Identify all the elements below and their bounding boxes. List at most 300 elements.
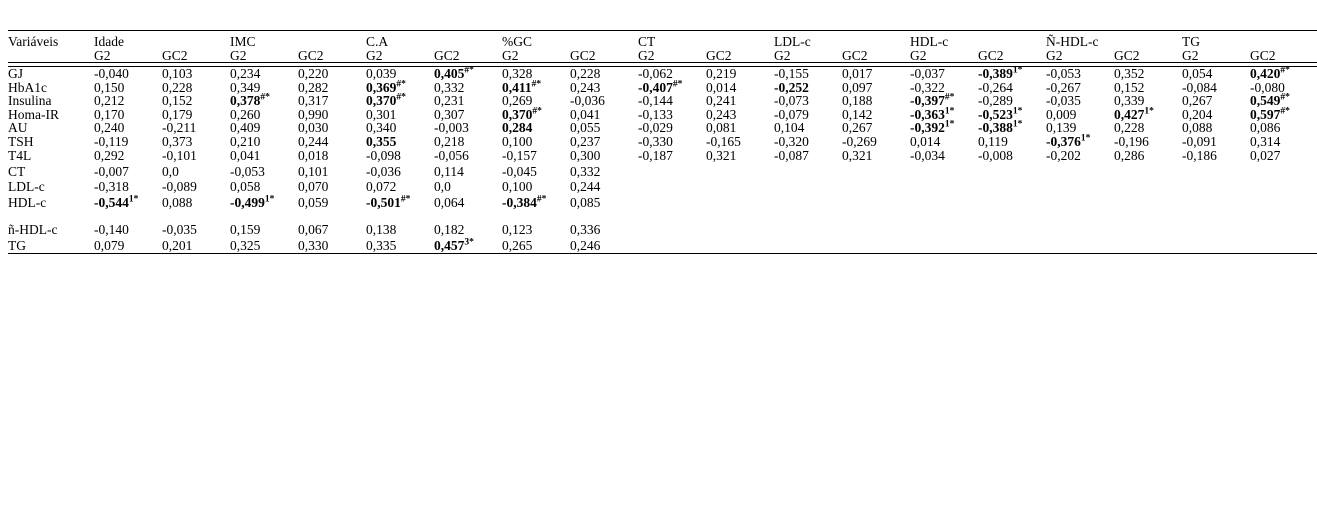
table-cell	[638, 148, 706, 164]
table-cell	[1114, 222, 1182, 238]
table-cell	[570, 179, 638, 195]
header-group-ca: C.A	[366, 34, 389, 49]
table-cell	[502, 108, 570, 122]
cell-value: 0,378	[230, 93, 261, 108]
header-group-nhdlc: Ñ-HDL-c	[1046, 34, 1099, 49]
cell-value: 0,355	[366, 133, 397, 149]
table-cell	[774, 135, 842, 149]
cell-value: 0,119	[978, 133, 1008, 149]
cell-value: 0,218	[434, 133, 465, 149]
table-cell	[298, 164, 366, 180]
cell-value: -0,544	[94, 194, 129, 210]
cell-significance-marker: #*	[260, 92, 270, 103]
table-cell	[1182, 195, 1250, 211]
table-cell	[774, 222, 842, 238]
cell-value: 0,234	[230, 66, 261, 81]
cell-value: 0,292	[94, 148, 125, 163]
table-cell	[1114, 108, 1182, 122]
cell-significance-marker: 1*	[1012, 106, 1023, 116]
header-sub-imc-gc2: GC2	[298, 47, 324, 63]
header-sub-tg-g2: G2	[1182, 47, 1199, 63]
table-bottom-rule	[8, 254, 1317, 259]
cell-value: -0,407	[638, 79, 673, 95]
table-cell	[366, 94, 434, 108]
table-cell	[638, 121, 706, 135]
cell-value: 0,0	[434, 179, 451, 194]
table-cell	[706, 238, 774, 254]
cell-value: 0,260	[230, 106, 261, 122]
table-cell	[1046, 179, 1114, 195]
table-cell	[774, 108, 842, 122]
cell-significance-marker: #*	[944, 92, 955, 103]
table-row	[8, 135, 1317, 149]
table-cell	[978, 164, 1046, 180]
cell-value: 0,064	[434, 194, 465, 210]
cell-value: 0,039	[366, 66, 397, 81]
table-cell	[570, 238, 638, 254]
table-cell	[298, 195, 366, 211]
table-cell	[1182, 164, 1250, 180]
cell-significance-marker: #*	[396, 92, 406, 103]
cell-value: -0,036	[570, 93, 605, 108]
table-cell	[1250, 195, 1317, 211]
cell-value: -0,384	[502, 194, 537, 210]
cell-value: 0,081	[706, 120, 737, 135]
table-cell	[298, 179, 366, 195]
header-sub-ca-gc2: GC2	[434, 47, 460, 63]
cell-value: -0,053	[230, 163, 265, 179]
table-cell	[298, 94, 366, 108]
table-row	[8, 67, 1317, 81]
table-cell	[706, 164, 774, 180]
cell-value: -0,157	[502, 148, 537, 163]
table-body	[8, 67, 1317, 254]
table-cell	[570, 195, 638, 211]
cell-value: 0,100	[502, 179, 533, 194]
cell-value: -0,062	[638, 66, 673, 81]
header-group-idade: Idade	[94, 34, 124, 49]
cell-value: 0,284	[502, 120, 533, 135]
table-cell	[1114, 121, 1182, 135]
table-cell	[1046, 164, 1114, 180]
header-group-hdlc: HDL-c	[910, 34, 949, 49]
table-cell	[910, 148, 978, 164]
header-sub-row	[8, 49, 1317, 63]
table-cell	[1182, 222, 1250, 238]
cell-value: 0,373	[162, 133, 193, 149]
cell-value: -0,079	[774, 106, 809, 122]
table-cell	[94, 81, 162, 95]
table-cell	[774, 195, 842, 211]
header-sub-ct-g2: G2	[638, 47, 655, 63]
table-cell	[230, 108, 298, 122]
table-cell	[1046, 148, 1114, 164]
table-cell	[502, 164, 570, 180]
table-cell	[366, 179, 434, 195]
table-cell	[910, 67, 978, 81]
cell-value: 0,267	[1182, 93, 1213, 108]
table-cell	[1250, 135, 1317, 149]
cell-value: 0,246	[570, 237, 601, 253]
table-cell	[230, 164, 298, 180]
cell-value: 0,352	[1114, 66, 1145, 81]
table-cell	[1250, 179, 1317, 195]
cell-value: 0,059	[298, 194, 329, 210]
row-label: Insulina	[8, 93, 52, 108]
table-cell	[162, 108, 230, 122]
table-cell	[1114, 148, 1182, 164]
cell-significance-marker: #*	[531, 79, 542, 89]
cell-value: 0,409	[230, 120, 261, 135]
cell-value: 0,340	[366, 120, 397, 135]
table-cell	[842, 108, 910, 122]
table-row	[8, 179, 1317, 195]
table-cell	[434, 81, 502, 95]
cell-value: -0,267	[1046, 79, 1081, 95]
table-cell	[434, 195, 502, 211]
row-spacer	[8, 210, 1317, 222]
cell-value: 0,152	[1114, 79, 1145, 95]
cell-value: -0,388	[978, 120, 1013, 135]
cell-significance-marker: #*	[532, 106, 542, 116]
cell-significance-marker: #*	[1280, 65, 1290, 76]
row-label: ñ-HDL-c	[8, 222, 58, 237]
table-cell	[910, 135, 978, 149]
table-cell	[842, 67, 910, 81]
cell-significance-marker: 1*	[1012, 65, 1023, 76]
header-group-pgc: %GC	[502, 34, 532, 49]
header-sub-nhdlc-g2: G2	[1046, 47, 1063, 63]
table-cell	[94, 94, 162, 108]
table-cell	[94, 121, 162, 135]
cell-value: 0,241	[706, 93, 737, 108]
cell-value: -0,397	[910, 93, 945, 108]
cell-value: -0,087	[774, 148, 809, 163]
table-cell	[230, 179, 298, 195]
table-cell	[706, 179, 774, 195]
table-cell	[570, 67, 638, 81]
row-label: Homa-IR	[8, 106, 59, 122]
table-cell	[706, 135, 774, 149]
cell-value: 0,349	[230, 79, 261, 95]
header-sub-tg-gc2: GC2	[1250, 47, 1276, 63]
cell-value: 0,314	[1250, 133, 1281, 149]
cell-value: -0,264	[978, 79, 1013, 95]
cell-value: 0,228	[162, 79, 193, 95]
cell-value: 0,150	[94, 79, 125, 95]
table-cell	[1046, 195, 1114, 211]
table-cell	[638, 164, 706, 180]
table-cell	[842, 179, 910, 195]
cell-value: -0,144	[638, 93, 673, 108]
header-sub-hdlc-g2: G2	[910, 47, 927, 63]
table-cell	[94, 108, 162, 122]
table-cell	[638, 195, 706, 211]
cell-value: 0,370	[366, 93, 397, 108]
table-cell	[706, 94, 774, 108]
table-cell	[774, 179, 842, 195]
cell-significance-marker: 1*	[944, 106, 955, 116]
table-row	[8, 164, 1317, 180]
cell-value: 0,088	[162, 194, 193, 210]
cell-value: 0,054	[1182, 66, 1213, 81]
table-cell	[910, 222, 978, 238]
cell-value: 0,240	[94, 120, 125, 135]
cell-value: -0,140	[94, 222, 129, 237]
cell-significance-marker: 3*	[464, 237, 474, 247]
cell-value: 0,420	[1250, 66, 1281, 81]
cell-value: 0,097	[842, 79, 873, 95]
table-cell	[230, 195, 298, 211]
cell-value: 0,014	[910, 133, 941, 149]
table-cell	[1250, 222, 1317, 238]
cell-value: -0,252	[774, 79, 809, 95]
cell-significance-marker: #*	[536, 194, 547, 204]
row-label: TSH	[8, 133, 34, 149]
cell-value: -0,211	[162, 120, 197, 135]
cell-value: 0,328	[502, 66, 533, 81]
table-cell	[774, 121, 842, 135]
cell-value: -0,165	[706, 133, 741, 149]
table-cell	[842, 94, 910, 108]
cell-value: -0,186	[1182, 148, 1217, 163]
table-cell	[1114, 164, 1182, 180]
table-cell	[1250, 108, 1317, 122]
cell-value: -0,101	[162, 148, 197, 163]
table-cell	[1046, 67, 1114, 81]
cell-significance-marker: 1*	[128, 194, 139, 204]
document-page	[0, 30, 1317, 512]
table-cell	[94, 164, 162, 180]
table-cell	[1182, 121, 1250, 135]
cell-value: 0,142	[842, 106, 873, 122]
table-cell	[366, 164, 434, 180]
table-cell	[774, 148, 842, 164]
table-cell	[366, 222, 434, 238]
table-cell	[638, 108, 706, 122]
table-cell	[978, 238, 1046, 254]
table-cell	[978, 67, 1046, 81]
cell-significance-marker: #*	[400, 194, 411, 204]
cell-value: 0,597	[1250, 106, 1281, 122]
table-cell	[230, 67, 298, 81]
table-cell	[1046, 135, 1114, 149]
table-cell	[978, 148, 1046, 164]
table-cell	[162, 222, 230, 238]
cell-value: 0,286	[1114, 148, 1145, 163]
cell-value: -0,187	[638, 148, 673, 163]
table-cell	[366, 121, 434, 135]
cell-value: -0,119	[94, 133, 129, 149]
table-cell	[1114, 135, 1182, 149]
table-cell	[570, 94, 638, 108]
cell-value: 0,103	[162, 66, 193, 81]
cell-value: -0,084	[1182, 79, 1217, 95]
table-row	[8, 81, 1317, 95]
table-cell	[638, 135, 706, 149]
table-cell	[162, 238, 230, 254]
table-cell	[570, 108, 638, 122]
header-sub-nhdlc-gc2: GC2	[1114, 47, 1140, 63]
cell-value: -0,322	[910, 79, 945, 95]
cell-value: -0,196	[1114, 133, 1149, 149]
table-cell	[978, 121, 1046, 135]
table-row	[8, 148, 1317, 164]
cell-value: 0,070	[298, 179, 329, 194]
table-cell	[706, 67, 774, 81]
cell-value: 0,014	[706, 79, 737, 95]
cell-value: -0,040	[94, 66, 129, 81]
cell-significance-marker: 1*	[264, 194, 275, 204]
cell-value: 0,228	[1114, 120, 1145, 135]
cell-significance-marker: #*	[1280, 92, 1290, 103]
cell-value: 0,055	[570, 120, 601, 135]
header-corner-label: Variáveis	[8, 34, 59, 49]
cell-value: 0,317	[298, 93, 329, 108]
table-cell	[230, 121, 298, 135]
cell-value: 0,219	[706, 66, 737, 81]
table-cell	[434, 94, 502, 108]
cell-value: -0,501	[366, 194, 401, 210]
table-row	[8, 108, 1317, 122]
table-cell	[1114, 179, 1182, 195]
row-label: T4L	[8, 148, 32, 163]
cell-value: -0,320	[774, 133, 809, 149]
row-label: LDL-c	[8, 179, 45, 194]
table-cell	[1046, 222, 1114, 238]
table-cell	[842, 195, 910, 211]
table-cell	[1182, 81, 1250, 95]
table-cell	[1046, 238, 1114, 254]
cell-value: 0,243	[570, 79, 601, 95]
table-cell	[978, 135, 1046, 149]
header-group-tg: TG	[1182, 34, 1200, 49]
table-cell	[910, 195, 978, 211]
cell-value: -0,289	[978, 93, 1013, 108]
cell-value: 0,101	[298, 163, 329, 179]
cell-value: 0,159	[230, 222, 261, 237]
table-cell	[706, 195, 774, 211]
table-cell	[1250, 121, 1317, 135]
cell-value: -0,269	[842, 133, 877, 149]
cell-value: 0,182	[434, 222, 465, 237]
table-cell	[1182, 67, 1250, 81]
table-cell	[298, 222, 366, 238]
table-cell	[842, 222, 910, 238]
cell-value: 0,427	[1114, 106, 1145, 122]
cell-value: 0,170	[94, 106, 125, 122]
cell-value: -0,376	[1046, 133, 1081, 149]
cell-value: -0,202	[1046, 148, 1081, 163]
table-cell	[706, 222, 774, 238]
cell-value: -0,089	[162, 179, 197, 194]
cell-value: 0,123	[502, 222, 533, 237]
table-cell	[434, 179, 502, 195]
table-cell	[162, 148, 230, 164]
header-group-imc: IMC	[230, 34, 256, 49]
cell-value: 0,339	[1114, 93, 1145, 108]
cell-value: 0,411	[502, 79, 532, 95]
table-cell	[230, 222, 298, 238]
header-sub-ldlc-gc2: GC2	[842, 47, 868, 63]
table-cell	[434, 121, 502, 135]
table-cell	[706, 121, 774, 135]
cell-value: 0,041	[570, 106, 601, 122]
table-cell	[570, 135, 638, 149]
table-row	[8, 222, 1317, 238]
header-sub-ldlc-g2: G2	[774, 47, 791, 63]
table-cell	[434, 164, 502, 180]
table-cell	[1250, 238, 1317, 254]
table-cell	[502, 135, 570, 149]
table-cell	[842, 238, 910, 254]
table-cell	[1182, 179, 1250, 195]
table-cell	[502, 195, 570, 211]
table-cell	[842, 148, 910, 164]
table-cell	[638, 81, 706, 95]
table-cell	[230, 148, 298, 164]
cell-value: 0,210	[230, 133, 261, 149]
cell-value: 0,231	[434, 93, 465, 108]
table-cell	[434, 238, 502, 254]
cell-value: 0,009	[1046, 106, 1077, 122]
cell-value: 0,332	[434, 79, 465, 95]
table-cell	[910, 121, 978, 135]
cell-value: 0,330	[298, 237, 329, 253]
cell-value: -0,007	[94, 163, 129, 179]
cell-value: 0,321	[706, 148, 737, 163]
table-cell	[434, 108, 502, 122]
cell-value: 0,104	[774, 120, 805, 135]
cell-significance-marker: #*	[396, 79, 406, 89]
table-cell	[366, 195, 434, 211]
table-cell	[94, 195, 162, 211]
cell-value: 0,220	[298, 66, 329, 81]
row-label: HbA1c	[8, 79, 47, 95]
header-sub-hdlc-gc2: GC2	[978, 47, 1004, 63]
table-cell	[94, 238, 162, 254]
cell-value: 0,282	[298, 79, 329, 95]
table-cell	[1250, 67, 1317, 81]
row-label: AU	[8, 120, 28, 135]
table-cell	[94, 222, 162, 238]
table-cell	[978, 195, 1046, 211]
table-cell	[502, 121, 570, 135]
table-row	[8, 195, 1317, 211]
table-cell	[162, 121, 230, 135]
table-cell	[502, 179, 570, 195]
table-cell	[94, 179, 162, 195]
cell-value: -0,392	[910, 120, 945, 135]
cell-value: 0,321	[842, 148, 873, 163]
header-group-ct: CT	[638, 34, 656, 49]
cell-value: 0,086	[1250, 120, 1281, 135]
table-cell	[774, 94, 842, 108]
cell-value: -0,003	[434, 120, 469, 135]
cell-value: -0,073	[774, 93, 809, 108]
cell-value: 0,243	[706, 106, 737, 122]
table-cell	[298, 108, 366, 122]
cell-value: -0,523	[978, 106, 1013, 122]
table-cell	[298, 121, 366, 135]
cell-value: 0,179	[162, 106, 193, 122]
table-cell	[434, 67, 502, 81]
cell-value: 0,041	[230, 148, 261, 163]
table-cell	[1046, 94, 1114, 108]
header-sub-ca-g2: G2	[366, 47, 383, 63]
table-cell	[502, 148, 570, 164]
row-label: HDL-c	[8, 194, 47, 210]
